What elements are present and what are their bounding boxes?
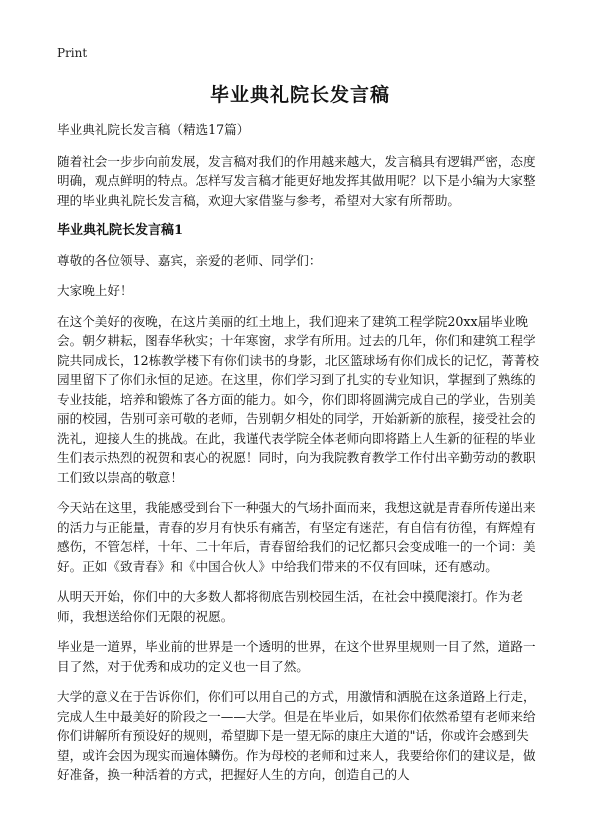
article-subtitle: 毕业典礼院长发言稿（精选17篇） (57, 122, 250, 137)
paragraph-body: 大学的意义在于告诉你们，你们可以用自己的方式，用激情和洒脱在这条道路上行走，完成人生中最美好的阶段之一——大学。但是在毕业后，如果你们依然希望有老师来给你们讲解所有预设好的规则，希望脚下是一望无际的康庄大道的"话，你或许会感到失望，或许会因为现实而遍体鳞伤。作为母校的老师和过来人，我要给你们的建议是，做好准备，换一种活着的方式，把握好人生的方向，创造自己的人 (57, 689, 536, 782)
section-heading: 毕业典礼院长发言稿1 (57, 223, 184, 238)
paragraph-body: 在这个美好的夜晚，在这片美丽的红土地上，我们迎来了建筑工程学院20xx届毕业晚会。朝夕耕耘，图春华秋实；十年寒窗，求学有所用。过去的几年，你们和建筑工程学院共同成长，12栋教学楼下有你们读书的身影，北区篮球场有你们成长的记忆，菁菁校园里留下了你们永恒的足迹。在这里，你们学习到了扎实的专业知识，掌握到了熟练的专业技能，培养和锻炼了各方面的能力。如今，你们即将圆满完成自己的学业，告别美丽的校园，告别可亲可敬的老师，告别朝夕相处的同学，开始新新的旅程，接受社会的洗礼，迎接人生的挑战。在此，我谨代表学院全体老师向即将踏上人生新的征程的毕业生们表示热烈的祝贺和衷心的祝愿！同时，向为我院教育教学工作付出辛勤劳动的教职工们致以崇高的敬意！ (57, 313, 539, 485)
print-link[interactable]: Print (57, 46, 88, 60)
paragraph-greeting: 尊敬的各位领导、嘉宾，亲爱的老师、同学们： (57, 252, 322, 268)
intro-paragraph: 随着社会一步步向前发展，发言稿对我们的作用越来越大，发言稿具有逻辑严密，态度明确，观点鲜明的特点。怎样写发言稿才能更好地发挥其做用呢？以下是小编为大家整理的毕业典礼院长发言稿，欢迎大家借鉴与参考，希望对大家有所帮助。 (57, 153, 536, 208)
paragraph-body: 今天站在这里，我能感受到台下一种强大的气场扑面而来，我想这就是青春所传递出来的活力与正能量，青春的岁月有快乐有痛苦，有坚定有迷茫，有自信有彷徨，有辉煌有感伤，不管怎样，十年、二十年后，青春留给我们的记忆都只会变成唯一的一个词：美好。正如《致青春》和《中国合伙人》中给我们带来的不仅有回味，还有感动。 (57, 500, 536, 574)
paragraph-body: 毕业是一道界，毕业前的世界是一个透明的世界，在这个世界里规则一目了然，道路一目了然，对于优秀和成功的定义也一目了然。 (57, 639, 536, 674)
paragraph-evening-greeting: 大家晚上好！ (57, 283, 133, 298)
paragraph-body: 从明天开始，你们中的大多数人都将彻底告别校园生活，在社会中摸爬滚打。作为老师，我想送给你们无限的祝愿。 (57, 589, 523, 624)
page-title: 毕业典礼院长发言稿 (209, 84, 390, 106)
article-body (57, 120, 547, 796)
